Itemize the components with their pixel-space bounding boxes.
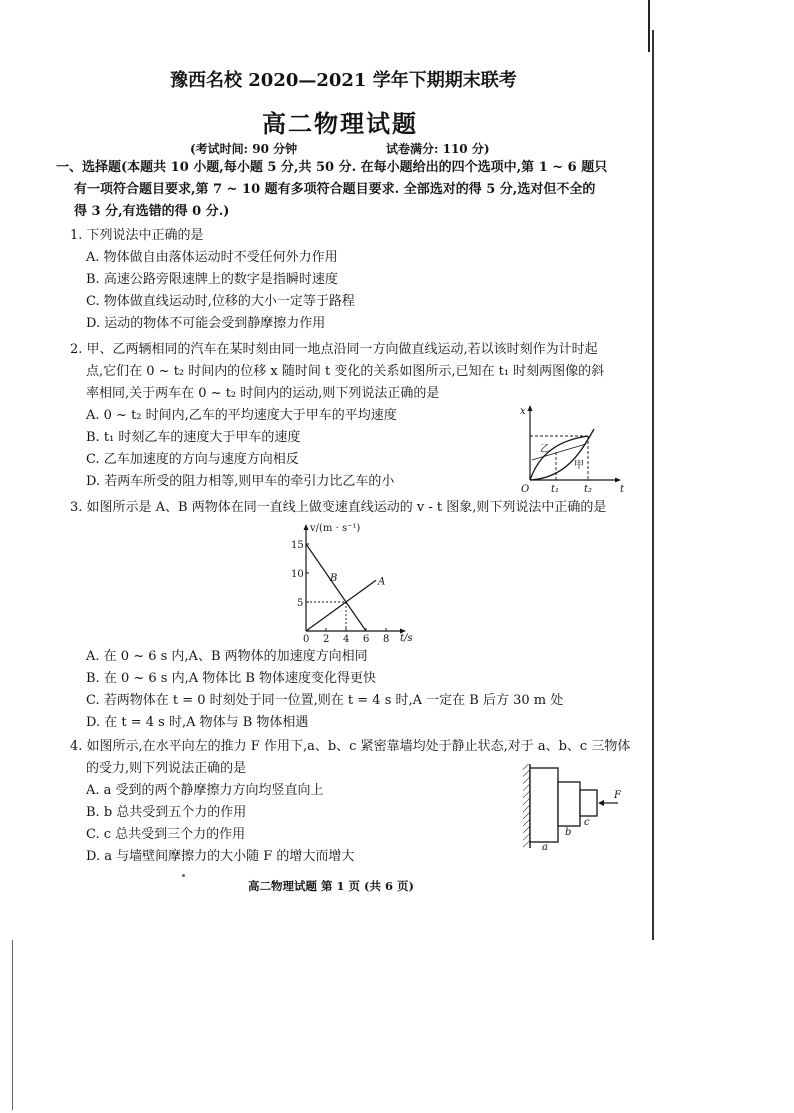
x-tick-label: 0 [303, 634, 310, 644]
origin-label: O [521, 484, 530, 494]
option-a: A. 物体做自由落体运动时不受任何外力作用 [86, 250, 338, 265]
option-d: D. 若两车所受的阻力相等,则甲车的牵引力比乙车的小 [86, 474, 395, 489]
section-instructions [56, 157, 607, 223]
label-b: b [565, 827, 572, 838]
option-b: B. 高速公路旁限速牌上的数字是指瞬时速度 [86, 272, 338, 287]
vt-graph [284, 518, 424, 644]
series-label-a: A [378, 576, 386, 588]
instruction-line: 有一项符合题目要求,第 7 ~ 10 题有多项符合题目要求. 全部选对的得 5 分,选对但不全的 [74, 182, 596, 197]
question-stem: 1. 下列说法中正确的是 [70, 228, 204, 243]
option-c: C. 物体做直线运动时,位移的大小一定等于路程 [86, 294, 355, 309]
t2-label: t₂ [584, 484, 593, 494]
x-axis-label: t/s [400, 633, 413, 644]
x-axis-label: t [620, 484, 625, 494]
series-line-a [306, 580, 376, 631]
instruction-line: 一、选择题(本题共 10 小题,每小题 5 分,共 50 分. 在每小题给出的四个选项中,第 1 ~ 6 题只 [56, 160, 608, 175]
y-tick-label: 10 [291, 569, 304, 580]
option-a: A. a 受到的两个静摩擦力方向均竖直向上 [86, 783, 324, 798]
option-b: B. 在 0 ~ 6 s 内,A 物体比 B 物体速度变化得更快 [86, 671, 377, 686]
option-b: B. b 总共受到五个力的作用 [86, 805, 247, 820]
option-d: D. 运动的物体不可能会受到静摩擦力作用 [86, 316, 326, 331]
question-3-options [86, 646, 563, 734]
question-1 [70, 225, 355, 335]
series-label-b: B [330, 573, 338, 585]
option-c: C. 乙车加速度的方向与速度方向相反 [86, 452, 299, 467]
question-stem: 率相同,关于两车在 0 ~ t₂ 时间内的运动,则下列说法正确的是 [86, 386, 440, 401]
x-tick-label: 6 [363, 634, 370, 644]
label-jia: 甲 [574, 460, 584, 471]
t1-label: t₁ [551, 484, 560, 494]
y-axis-label: x [520, 406, 526, 417]
x-tick-label: 8 [383, 634, 390, 644]
option-d: D. a 与墙壁间摩擦力的大小随 F 的增大而增大 [86, 849, 355, 864]
y-axis-arrow [304, 524, 309, 530]
option-c: C. c 总共受到三个力的作用 [86, 827, 246, 842]
question-3-stem: 3. 如图所示是 A、B 两物体在同一直线上做变速直线运动的 v - t 图象,则下列说法中正确的是 [70, 500, 607, 515]
x-tick-label: 4 [343, 634, 350, 644]
instruction-line: 得 3 分,有选错的得 0 分.) [74, 204, 230, 219]
option-c: C. 若两物体在 t = 0 时刻处于同一位置,则在 t = 4 s 时,A 一定在 B 后方 30 m 处 [86, 693, 564, 708]
exam-time: (考试时间: 90 分钟 [190, 142, 298, 156]
y-axis-label: v/(m · s⁻¹) [310, 523, 361, 534]
option-b: B. t₁ 时刻乙车的速度大于甲车的速度 [86, 430, 301, 445]
page-footer: 高二物理试题 第 1 页 (共 6 页) [248, 879, 414, 893]
question-stem: 4. 如图所示,在水平向左的推力 F 作用下,a、b、c 紧密靠墙均处于静止状态,对于 a、b、c 三物体 [70, 739, 631, 754]
scan-mark [182, 874, 185, 877]
xt-graph [510, 402, 632, 494]
question-stem: 点,它们在 0 ~ t₂ 时间内的位移 x 随时间 t 变化的关系如图所示,已知在 t₁ 时刻两图像的斜 [86, 364, 605, 379]
block-c [580, 790, 597, 816]
scan-edge-top-right [648, 0, 650, 52]
question-stem: 的受力,则下列说法正确的是 [86, 761, 247, 776]
full-score: 试卷满分: 110 分) [386, 142, 490, 156]
block-b [558, 782, 580, 826]
block-a [530, 768, 558, 842]
x-tick-label: 2 [323, 634, 330, 644]
option-d: D. 在 t = 4 s 时,A 物体与 B 物体相遇 [86, 715, 309, 730]
force-arrow-head [598, 800, 604, 806]
option-a: A. 在 0 ~ 6 s 内,A、B 两物体的加速度方向相同 [86, 649, 368, 664]
force-label: F [614, 790, 621, 801]
option-a: A. 0 ~ t₂ 时间内,乙车的平均速度大于甲车的平均速度 [86, 408, 397, 423]
y-tick-label: 15 [291, 540, 304, 551]
scan-edge-right [652, 30, 654, 940]
wall-hatching [523, 764, 530, 848]
blocks-figure [518, 760, 630, 852]
series-line-b [306, 544, 366, 631]
label-yi: 乙 [540, 444, 550, 455]
question-stem: 2. 甲、乙两辆相同的汽车在某时刻由同一地点沿同一方向做直线运动,若以该时刻作为计时起 [70, 342, 598, 357]
scan-edge-left [12, 940, 13, 1110]
x-axis-arrow [615, 478, 621, 483]
label-c: c [584, 817, 590, 828]
exam-title: 豫西名校 2020—2021 学年下期期末联考 [170, 70, 517, 91]
y-tick-label: 5 [297, 598, 304, 609]
y-axis-arrow [528, 405, 533, 411]
subject-title: 高二物理试题 [262, 109, 418, 138]
label-a: a [542, 842, 548, 852]
